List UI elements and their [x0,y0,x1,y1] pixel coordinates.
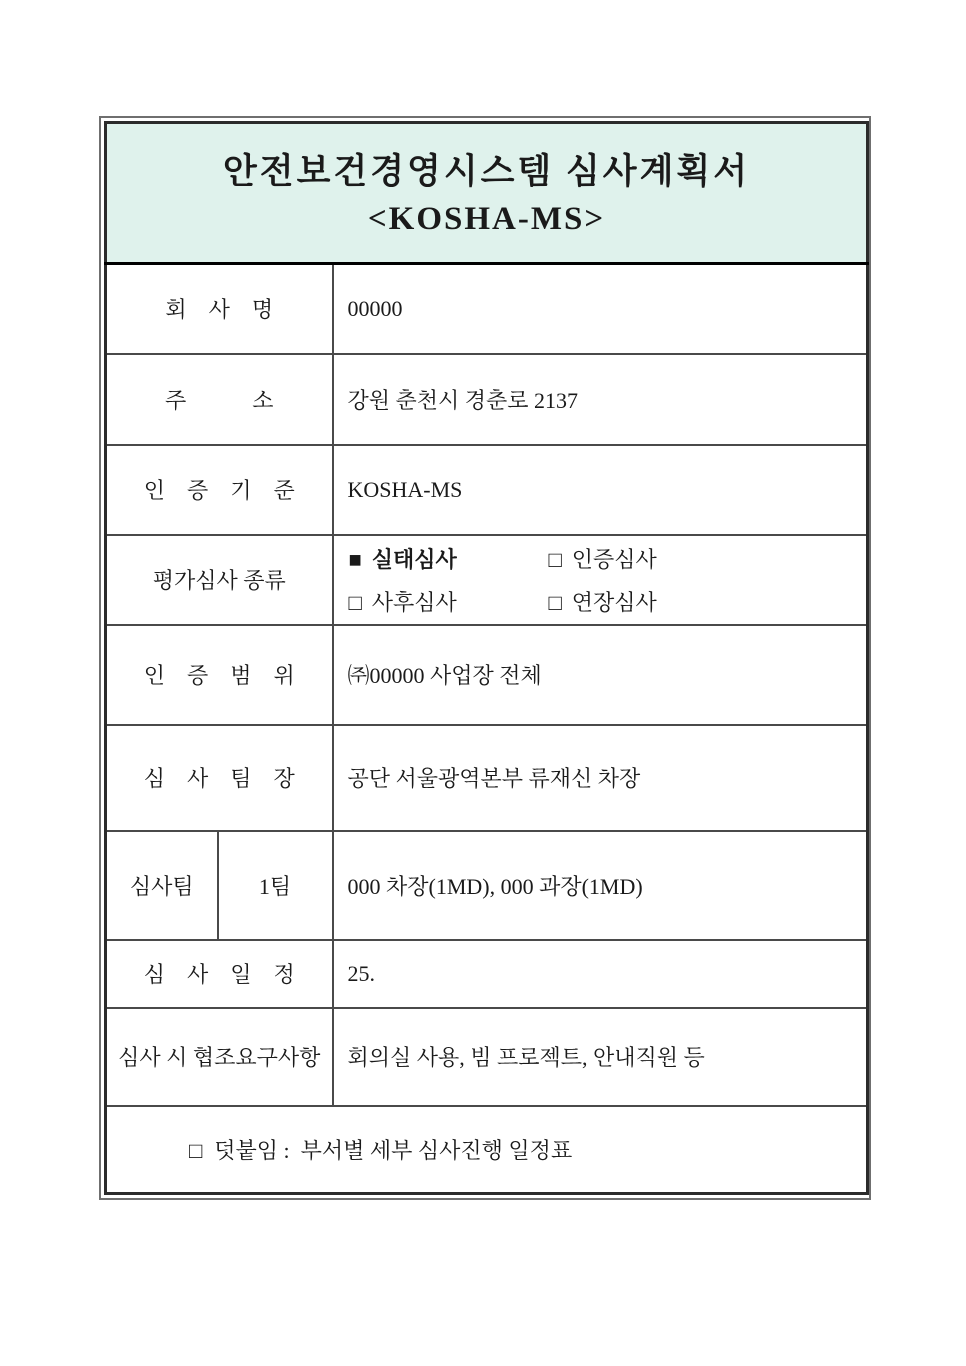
company-name-label: 회 사 명 [106,264,333,354]
audit-team-members-value: 000 차장(1MD), 000 과장(1MD) [333,831,868,940]
option-field-audit [349,543,549,574]
table-row-certification-criteria [106,445,868,535]
table-row-audit-type [106,535,868,625]
option-extension-audit-label: 연장심사 [571,589,657,615]
checkbox-empty-icon: □ [189,1137,203,1163]
table-row-audit-team-leader [106,725,868,831]
document-title-cell [106,123,868,264]
table-row-cooperation-requests [106,1008,868,1106]
table-row-audit-schedule [106,940,868,1008]
table-row-address [106,354,868,445]
cooperation-requests-label: 심사 시 협조요구사항 [106,1008,333,1106]
document-subtitle: <KOSHA-MS> [367,201,606,238]
checkbox-empty-icon: □ [548,589,562,615]
appendix-note-cell [106,1106,868,1194]
audit-schedule-label: 심 사 일 정 [106,940,333,1008]
checkbox-empty-icon: □ [548,546,562,572]
audit-plan-table [104,121,869,1195]
table-row-appendix [106,1106,868,1194]
checkbox-empty-icon: □ [348,589,362,615]
audit-schedule-value: 25. [333,940,868,1008]
option-certification-audit [549,543,866,574]
certification-scope-value: ㈜00000 사업장 전체 [333,625,868,725]
checkbox-checked-icon: ■ [348,546,362,572]
cooperation-requests-value: 회의실 사용, 빔 프로젝트, 안내직원 등 [333,1008,868,1106]
option-extension-audit [549,586,866,617]
certification-criteria-label: 인 증 기 준 [106,445,333,535]
table-row-company [106,264,868,354]
option-followup-audit [349,586,549,617]
option-field-audit-label: 실태심사 [371,546,457,572]
address-value: 강원 춘천시 경춘로 2137 [333,354,868,445]
certification-criteria-value: KOSHA-MS [333,445,868,535]
title-row [106,123,868,264]
audit-type-label: 평가심사 종류 [106,535,333,625]
address-label: 주 소 [106,354,333,445]
audit-team-leader-label: 심 사 팀 장 [106,725,333,831]
document-title: 안전보건경영시스템 심사계획서 [222,151,751,191]
document-frame [99,116,871,1200]
certification-scope-label: 인 증 범 위 [106,625,333,725]
audit-type-options [335,543,866,617]
option-followup-audit-label: 사후심사 [371,589,457,615]
audit-team-label: 심사팀 [106,831,218,940]
table-row-certification-scope [106,625,868,725]
audit-team-leader-value: 공단 서울광역본부 류재신 차장 [333,725,868,831]
audit-team-number: 1팀 [218,831,333,940]
option-certification-audit-label: 인증심사 [571,546,657,572]
table-row-audit-team [106,831,868,940]
company-name-value: 00000 [333,264,868,354]
appendix-note-text: 덧붙임 : 부서별 세부 심사진행 일정표 [214,1137,573,1163]
audit-type-options-cell [333,535,868,625]
